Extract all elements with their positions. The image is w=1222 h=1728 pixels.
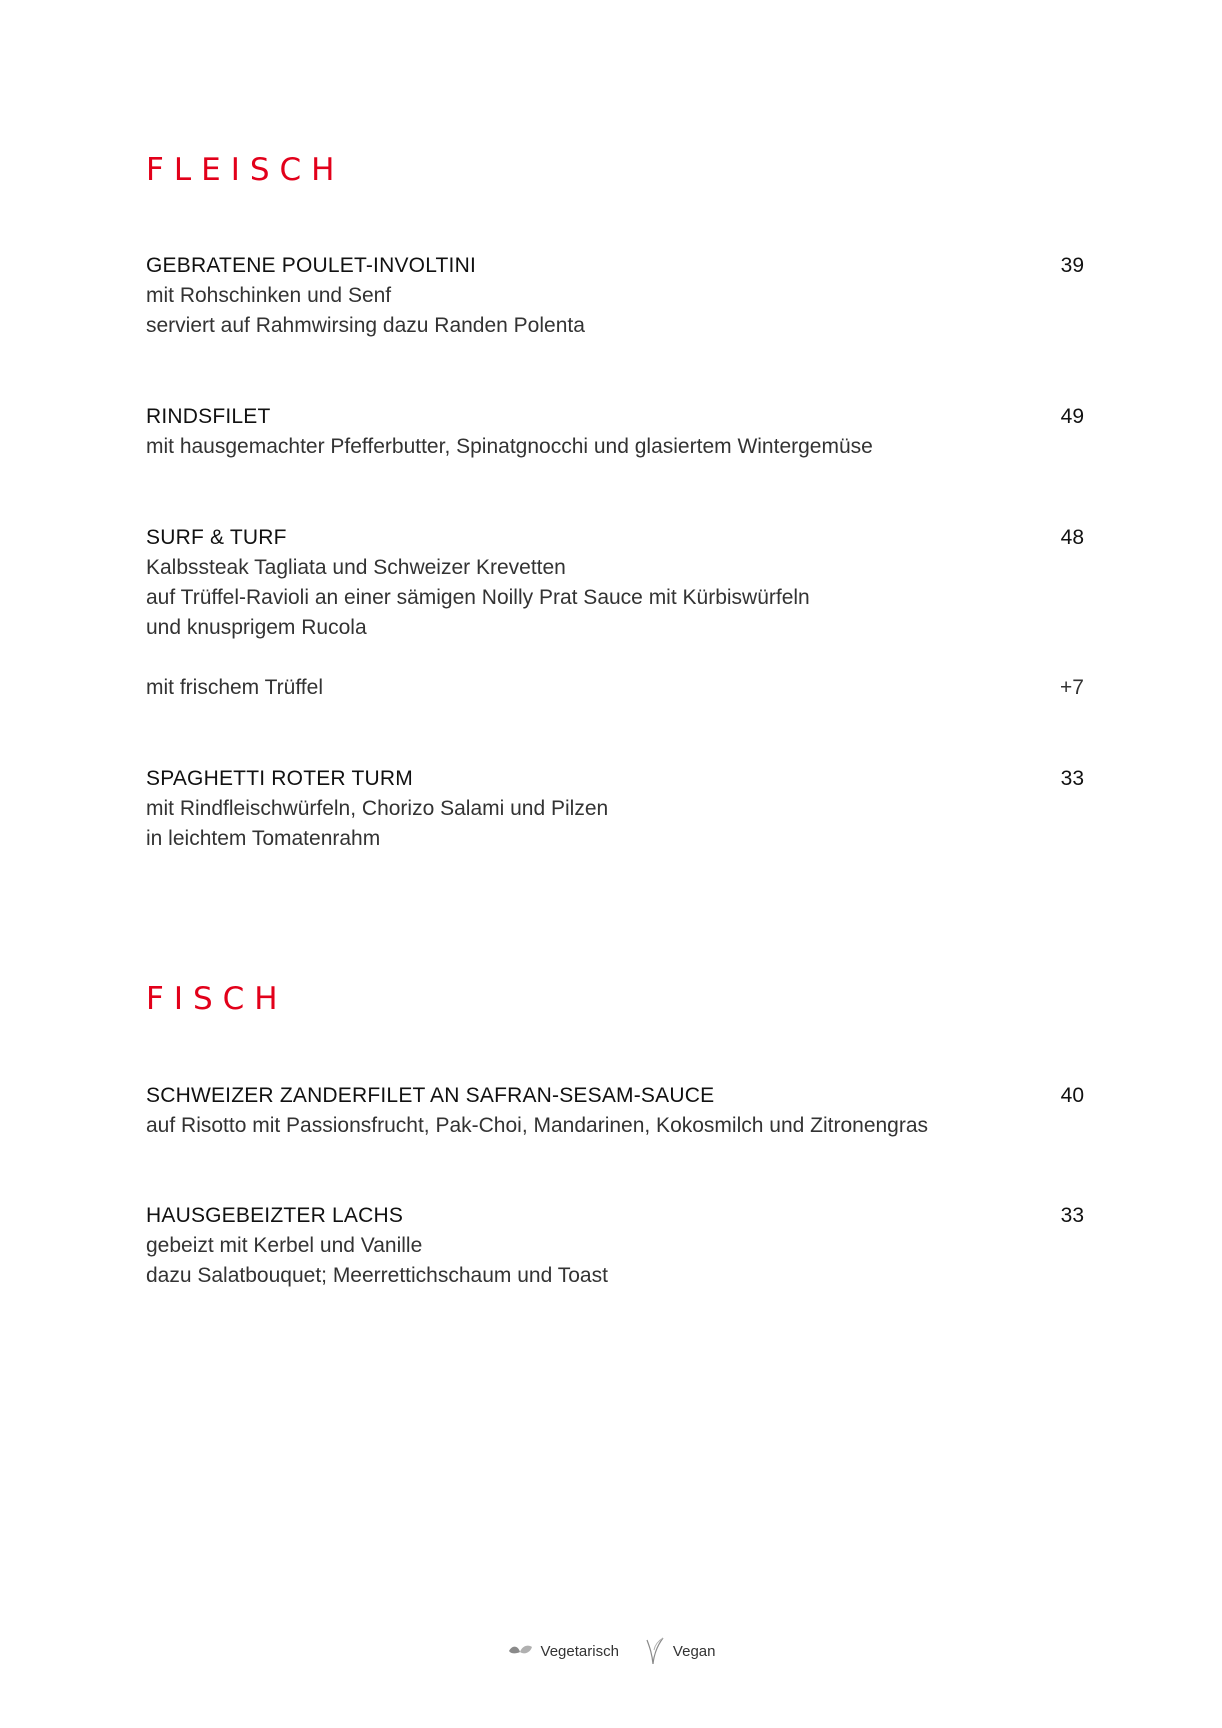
extra-label: mit frischem Trüffel	[146, 676, 323, 699]
dish-name: RINDSFILET	[146, 405, 271, 428]
menu-item	[146, 251, 1084, 341]
dish-name: SPAGHETTI ROTER TURM	[146, 767, 413, 790]
section-title-fleisch: FLEISCH	[146, 152, 345, 188]
dish-description: Kalbssteak Tagliata und Schweizer Krevetten	[146, 556, 566, 579]
dish-description: auf Trüffel-Ravioli an einer sämigen Noilly Prat Sauce mit Kürbiswürfeln	[146, 586, 810, 609]
legend-label: Vegan	[672, 1642, 716, 1660]
leaf-icon	[507, 1643, 533, 1659]
diet-legend	[0, 1636, 1222, 1666]
dish-price: 33	[1060, 767, 1084, 790]
extra-price: +7	[1060, 676, 1084, 699]
dish-name: HAUSGEBEIZTER LACHS	[146, 1204, 404, 1227]
dish-description: gebeizt mit Kerbel und Vanille	[146, 1234, 423, 1257]
dish-name: SCHWEIZER ZANDERFILET AN SAFRAN-SESAM-SAUCE	[146, 1084, 715, 1107]
dish-extra-option	[146, 673, 1084, 703]
menu-item	[146, 764, 1084, 854]
dish-description: in leichtem Tomatenrahm	[146, 827, 381, 850]
dish-name: GEBRATENE POULET-INVOLTINI	[146, 254, 476, 277]
legend-vegan	[643, 1636, 716, 1666]
dish-description: mit hausgemachter Pfefferbutter, Spinatgnocchi und glasiertem Wintergemüse	[146, 435, 873, 458]
dish-description: dazu Salatbouquet; Meerrettichschaum und Toast	[146, 1264, 608, 1287]
legend-vegetarian	[507, 1643, 619, 1660]
menu-item	[146, 402, 1084, 462]
dish-description: mit Rindfleischwürfeln, Chorizo Salami und Pilzen	[146, 797, 609, 820]
menu-item	[146, 523, 1084, 643]
dish-price: 49	[1060, 405, 1084, 428]
dish-description: serviert auf Rahmwirsing dazu Randen Polenta	[146, 314, 585, 337]
legend-label: Vegetarisch	[540, 1642, 619, 1660]
menu-item	[146, 1081, 1084, 1141]
menu-item	[146, 1201, 1084, 1291]
dish-description: und knusprigem Rucola	[146, 616, 367, 639]
dish-description: mit Rohschinken und Senf	[146, 284, 392, 307]
dish-price: 39	[1060, 254, 1084, 277]
dish-price: 40	[1060, 1084, 1084, 1107]
dish-description: auf Risotto mit Passionsfrucht, Pak-Choi, Mandarinen, Kokosmilch und Zitronengras	[146, 1114, 929, 1137]
sprout-icon	[643, 1636, 665, 1666]
dish-name: SURF & TURF	[146, 526, 287, 549]
section-title-fisch: FISCH	[146, 981, 288, 1017]
dish-price: 48	[1060, 526, 1084, 549]
dish-price: 33	[1060, 1204, 1084, 1227]
